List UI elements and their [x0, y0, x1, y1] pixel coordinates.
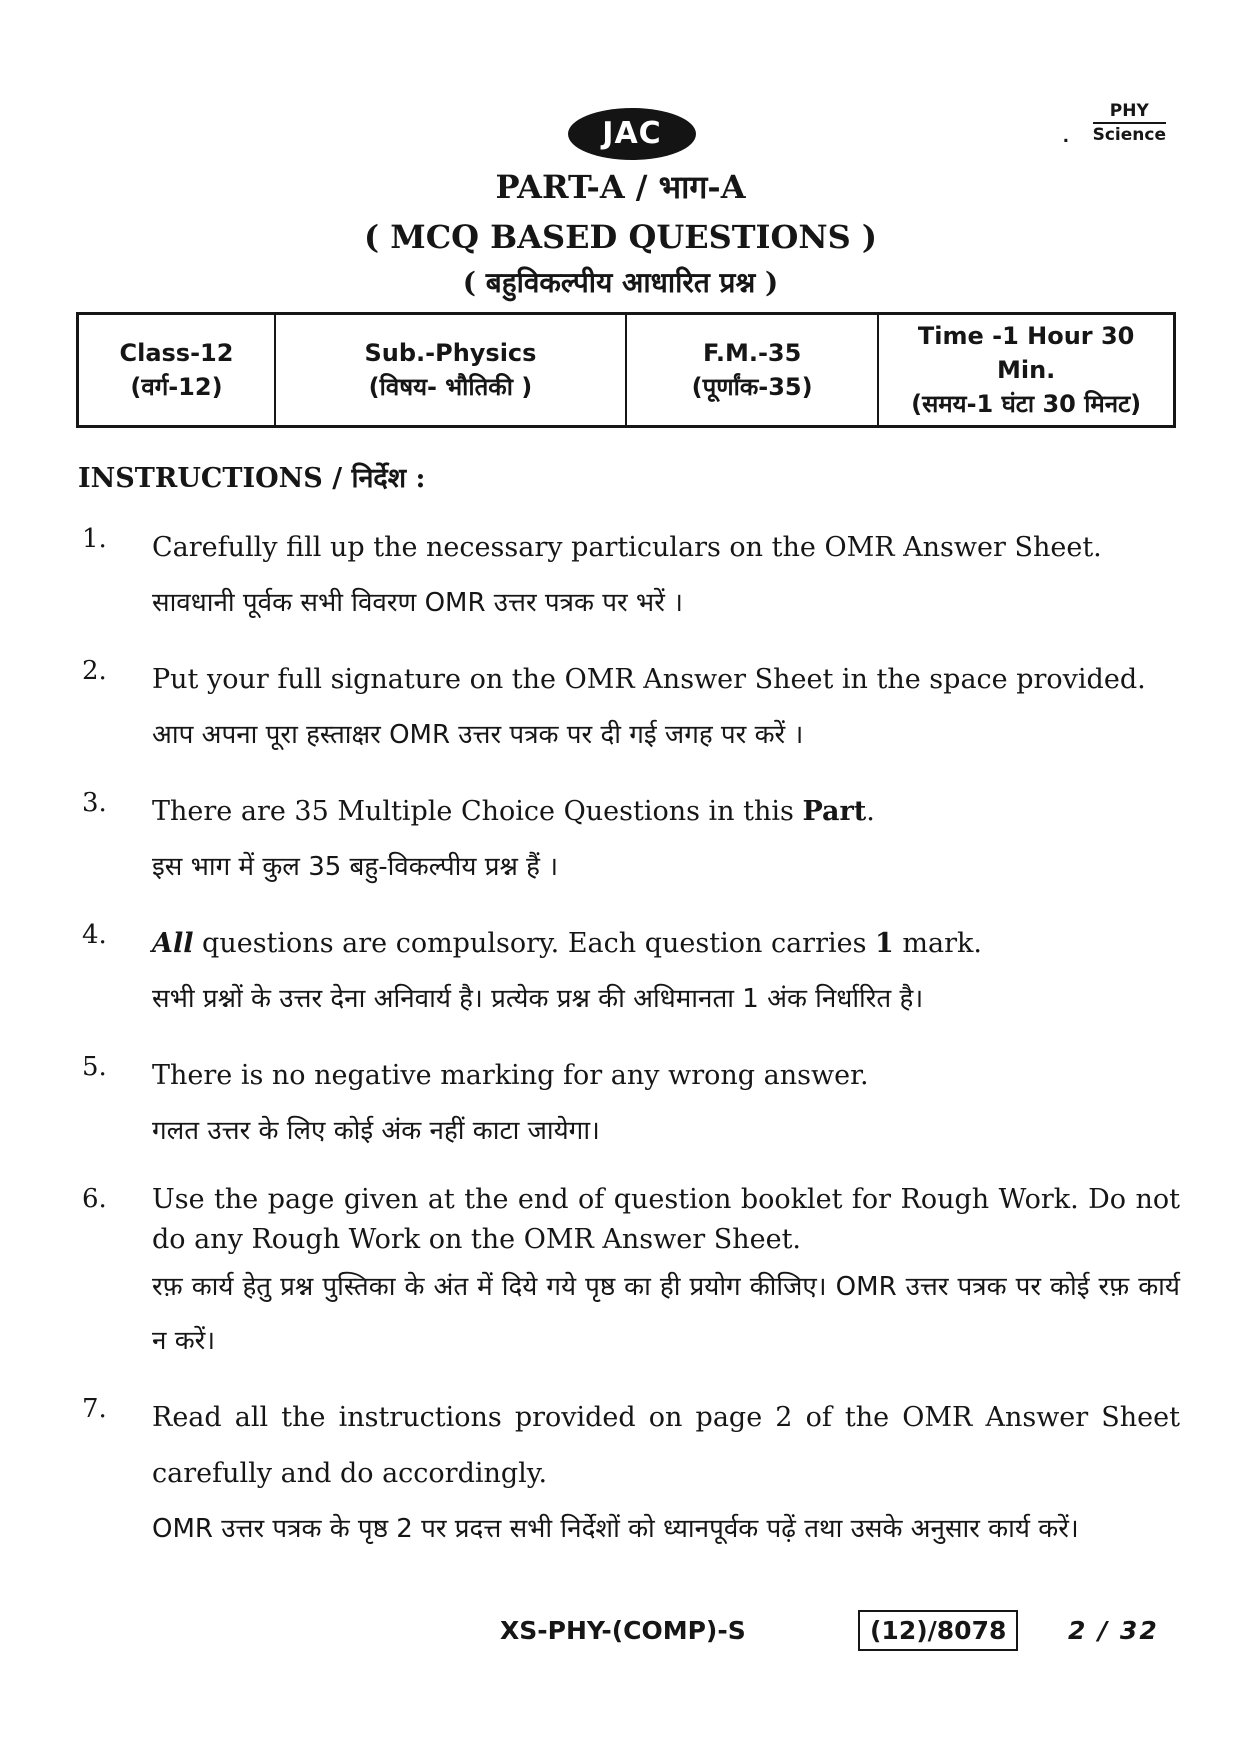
- instruction-text: Put your full signature on the OMR Answer Sheet in the space provided.: [152, 664, 1146, 695]
- dot-mark: .: [1062, 127, 1070, 147]
- bold-word: Part: [802, 796, 867, 827]
- time-cell: [878, 314, 1174, 427]
- instruction-item: [80, 1180, 1180, 1368]
- instruction-text-hindi: गलत उत्तर के लिए कोई अंक नहीं काटा जायेगा।: [152, 1116, 600, 1146]
- instruction-text-hindi: आप अपना पूरा हस्ताक्षर OMR उत्तर पत्रक पर दी गई जगह पर करें ।: [152, 720, 804, 750]
- instruction-list: [80, 520, 1180, 1578]
- instruction-text-hindi: OMR उत्तर पत्रक के पृष्ठ 2 पर प्रदत्त सभी निर्देशों को ध्यानपूर्वक पढ़ें तथा उसके अनुसार कार्य करें।: [152, 1514, 1079, 1544]
- item-number: 4.: [82, 920, 107, 950]
- full-marks-cell: [626, 314, 878, 427]
- page-number: 2 / 32: [1068, 1616, 1159, 1645]
- item-number: 6.: [82, 1184, 107, 1214]
- paper-number-box: (12)/8078: [858, 1610, 1018, 1651]
- instruction-text-hindi: सावधानी पूर्वक सभी विवरण OMR उत्तर पत्रक पर भरें ।: [152, 588, 683, 618]
- item-number: 3.: [82, 788, 107, 818]
- jac-logo: JAC: [568, 108, 696, 160]
- instruction-text-hindi: सभी प्रश्नों के उत्तर देना अनिवार्य है। प्रत्येक प्रश्न की अधिमानता 1 अंक निर्धारित है।: [152, 984, 924, 1014]
- instruction-item: [80, 1048, 1180, 1158]
- text-run: mark.: [893, 928, 982, 959]
- exam-info-table: [76, 312, 1176, 428]
- subject-cell: [275, 314, 626, 427]
- instruction-text: [152, 784, 1180, 840]
- instruction-text: There is no negative marking for any wrong answer.: [152, 1060, 869, 1091]
- text-run: .: [866, 796, 875, 827]
- full-marks-label-hindi: (पूर्णांक-35): [691, 373, 813, 401]
- item-number: 7.: [82, 1394, 107, 1424]
- class-label-hindi: (वर्ग-12): [130, 373, 223, 401]
- time-label-hindi: (समय-1 घंटा 30 मिनट): [911, 390, 1142, 418]
- instruction-text: Carefully fill up the necessary particulars on the OMR Answer Sheet.: [152, 532, 1102, 563]
- full-marks-label: F.M.-35: [702, 339, 802, 367]
- bold-word: 1: [875, 928, 894, 959]
- text-run: questions are compulsory. Each question carries: [193, 928, 876, 959]
- instruction-text-hindi: इस भाग में कुल 35 बहु-विकल्पीय प्रश्न हैं ।: [152, 852, 559, 882]
- instruction-item: [80, 784, 1180, 894]
- class-cell: [78, 314, 275, 427]
- subject-label-hindi: (विषय- भौतिकी ): [368, 373, 533, 401]
- instructions-heading: INSTRUCTIONS / निर्देश :: [78, 463, 426, 494]
- text-run: There are 35 Multiple Choice Questions in this: [152, 796, 803, 827]
- item-number: 2.: [82, 656, 107, 686]
- instruction-item: [80, 916, 1180, 1026]
- subject-tag: [1062, 100, 1166, 147]
- instruction-item: [80, 1390, 1180, 1556]
- stream-label: Science: [1092, 125, 1166, 145]
- class-label: Class-12: [119, 339, 234, 367]
- item-number: 1.: [82, 524, 107, 554]
- instruction-text-hindi: रफ़ कार्य हेतु प्रश्न पुस्तिका के अंत में दिये गये पृष्ठ का ही प्रयोग कीजिए। OMR उत्तर पत्रक पर कोई रफ़ कार्य न करें।: [152, 1272, 1180, 1356]
- instruction-text: [152, 916, 1180, 972]
- item-number: 5.: [82, 1052, 107, 1082]
- paper-code: XS-PHY-(COMP)-S: [500, 1616, 746, 1645]
- subject-code: PHY: [1093, 100, 1166, 124]
- subject-label: Sub.-Physics: [364, 339, 537, 367]
- section-title: ( MCQ BASED QUESTIONS ): [363, 218, 878, 256]
- instruction-text: Read all the instructions provided on page 2 of the OMR Answer Sheet carefully and do accordingly.: [152, 1402, 1180, 1489]
- section-title-hindi: ( बहुविकल्पीय आधारित प्रश्न ): [462, 266, 779, 299]
- instruction-item: [80, 652, 1180, 762]
- instruction-text: Use the page given at the end of question booklet for Rough Work. Do not do any Rough Work on the OMR Answer Sheet.: [152, 1184, 1180, 1255]
- emphasis-word: All: [152, 928, 194, 959]
- time-label: Time -1 Hour 30 Min.: [917, 322, 1135, 384]
- instruction-item: [80, 520, 1180, 630]
- part-title: PART-A / भाग-A: [495, 168, 746, 206]
